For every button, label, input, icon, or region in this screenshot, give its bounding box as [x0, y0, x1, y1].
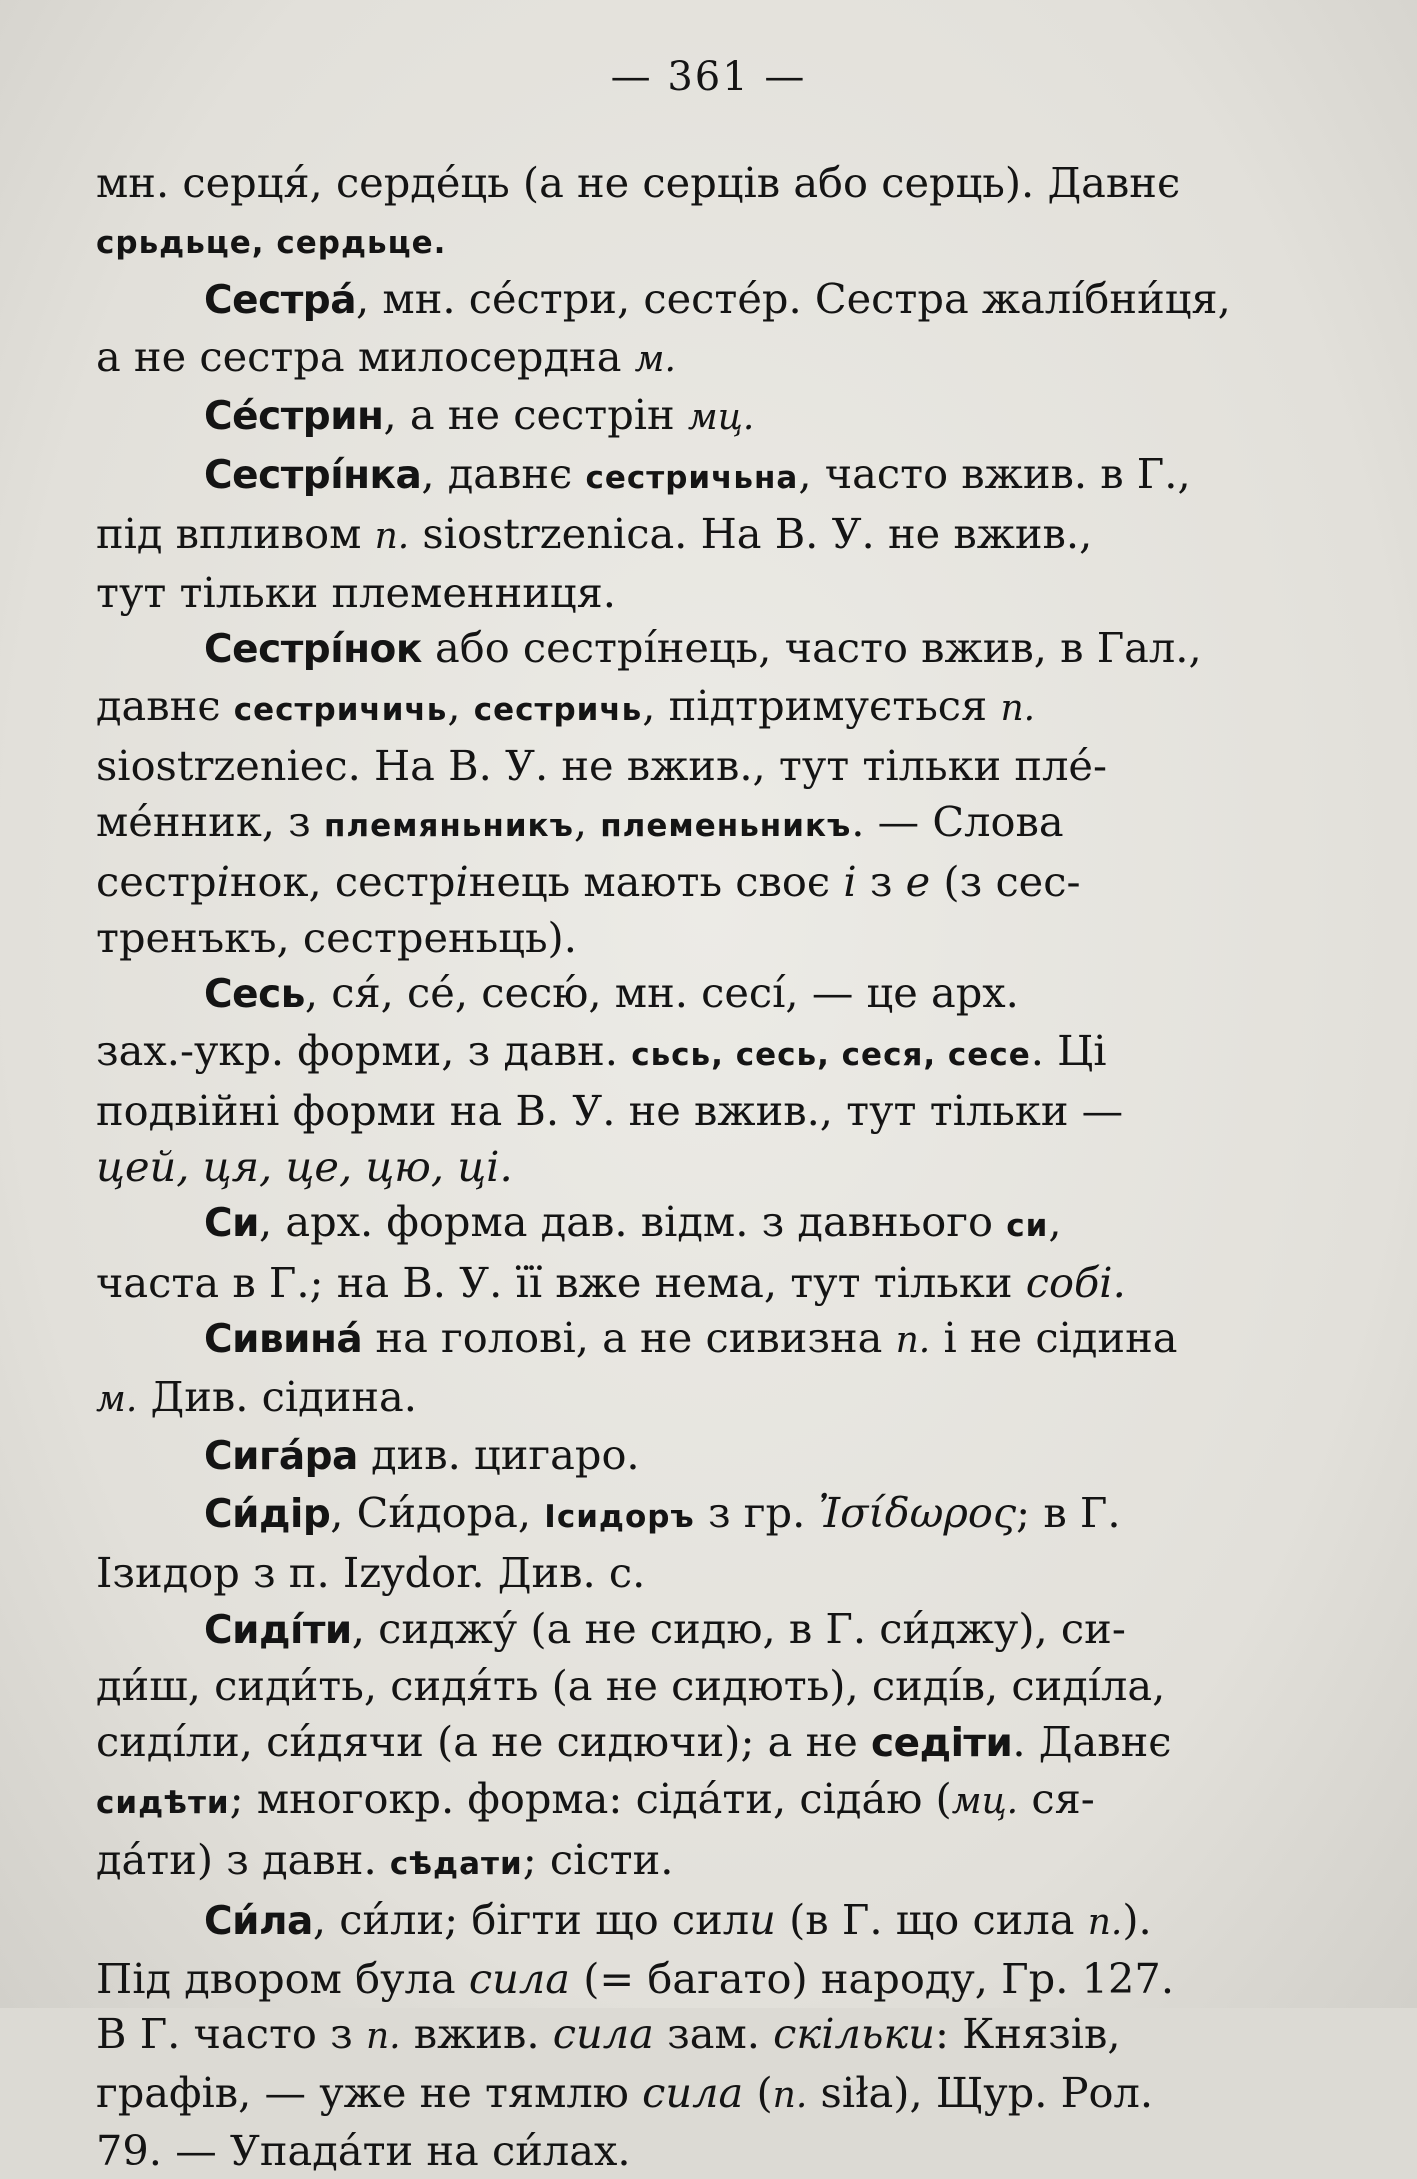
headword: Сесь [204, 972, 305, 1017]
headword: Се́стрин [204, 394, 384, 439]
entry-sestra: Сестра́, мн. се́стри, сесте́р. Сестра жалі́бни́ця, а не сестра милосердна м. [96, 274, 1231, 381]
entry-sy: Си, арх. форма дав. відм. з давнього си, часта в Г.; на В. У. її вже нема, тут тільки собі. [96, 1197, 1126, 1307]
headword: Сивина́ [204, 1317, 363, 1362]
headword: Сига́ра [204, 1434, 358, 1479]
headword: Си [204, 1201, 259, 1246]
entry-sestryn: Се́стрин, а не сестрін мц. [204, 390, 755, 439]
headword: Сиді́ти [204, 1607, 352, 1653]
dictionary-text [96, 155, 1286, 2179]
entry-syditi: Сиді́ти, сиджу́ (а не сидю, в Г. си́джу), си- ди́ш, сиди́ть, сидя́ть (а не сидють), сиді́в, сиді́ла, сиді́ли, си́дячи (а не сидючи); а не седіти. Давнє сидѣти; многокр. форма: сіда́ти, сіда́ю (мц. ся- да́ти) з давн. сѣдати; сісти. [96, 1603, 1172, 1884]
entry-syvyna: Сивина́ на голові, а не сивизна п. і не сідина м. Див. сідина. [96, 1313, 1178, 1421]
entry-sydir: Си́дір, Си́дора, Ісидоръ з гр. Ἰσίδωρος; в Г. Ізидор з п. Izydor. Див. с. [96, 1487, 1121, 1597]
page-number: — 361 — [610, 54, 807, 100]
entry-sestrinok: Сестрі́нок або сестрі́нець, часто вжив, в Гал., давнє сестричичь, сестричь, підтримується п. siostrzeniec. На В. У. не вжив., тут тільки пле́- ме́нник, з племяньникъ, племеньникъ. — Слова сестрінок, сестрінець мають своє і з е (з сес- тренъкъ, сестреньць). [96, 623, 1202, 962]
headword: Си́ла [204, 1899, 313, 1944]
entry-sestrinka: Сестрі́нка, давнє сестричьна, часто вжив. в Г., під впливом п. siostrzenica. На В. У. не вжив., тут тільки племенниця. [96, 448, 1191, 617]
headword: Си́дір [204, 1491, 331, 1537]
headword: Сестрі́нок [204, 627, 422, 672]
entry-continuation: мн. серця́, серде́ць (а не серців або серць). Давнє срьдьце, сердьце. [96, 158, 1181, 261]
entry-syhara: Сига́ра див. цигаро. [204, 1430, 640, 1479]
entry-syla: Си́ла, си́ли; бігти що сили (в Г. що сила п.). Під двором була сила (= багато) народу, Гр. 127. В Г. часто з п. вжив. сила зам. скільки: Князів, графів, — уже не тямлю сила (п. siła), Щур. Рол. 79. — Упада́ти на си́лах. [96, 1895, 1175, 2175]
headword: Сестрі́нка [204, 452, 422, 498]
entry-ses: Сесь, ся́, се́, сесю́, мн. сесі́, — це арх. зах.-укр. форми, з давн. сьсь, сесь, сеся, сесе. Ці подвійні форми на В. У. не вжив., тут тільки — цей, ця, це, цю, ці. [96, 968, 1124, 1191]
headword: Сестра́ [204, 278, 357, 323]
